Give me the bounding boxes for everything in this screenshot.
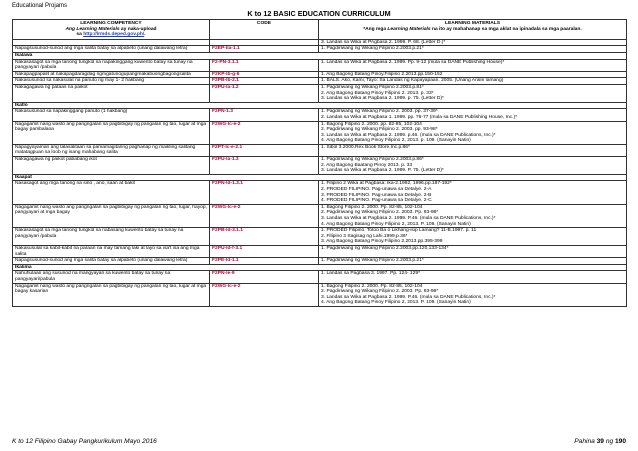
code-cell: F2PT-Ic-e-2.1: [210, 144, 319, 156]
material-item: 2. Filipino 3 Sagisag ng Lahi.1999.p.36*: [321, 233, 408, 239]
material-item: 2. Pagdiriwang ng Wikang Filipino 2. 2003. Pp. 93-98*: [321, 210, 439, 216]
section-label: Ikaapat: [13, 174, 627, 181]
material-item: 1. Landas sa Wika at Pagbasa 2. 1999. Pp. 9-12 (mula sa DANE Publishing House)*: [321, 59, 505, 65]
competency-cell: Nakasusunod sa nakasulat na panuto ng may 1- 2 hakbang: [13, 78, 210, 85]
materials-header-note: *Ang mga Learning Materials na ito ay mahahanap sa mga aklat na ipinadala sa mga paaralan.: [363, 26, 582, 32]
materials-cell: [319, 258, 627, 265]
code-cell: F2KP-Ib-g-6: [210, 71, 319, 78]
material-item: 3. Landas sa Wika at Pagbasa 2. 1999. p.46. (mula sa DANE Publications, Inc.)*: [321, 132, 496, 138]
lrmds-link[interactable]: http://lrmds.deped.gov.ph/: [83, 32, 145, 38]
competency-cell: Nakasusunod sa napakinggang panuto (1 hakbang): [13, 109, 210, 121]
section-row: [13, 174, 627, 181]
code-cell: F2EP-IIa-1.1: [210, 46, 319, 53]
material-item: 2. Pagdiriwang ng Wikang Filipino 2. 2003. pp. 93-98*: [321, 127, 438, 133]
materials-cell: [319, 157, 627, 175]
table-header-row: [13, 20, 627, 40]
code-cell: F2PB-Id-3.1.1: [210, 228, 319, 246]
footer-page-number: Pahina 39 ng 190: [574, 438, 626, 445]
table-row: [13, 46, 627, 53]
material-item: 3. Landas sa Wika at Pagbasa 2. 1999. p. 75. (Letter D)*: [321, 96, 444, 102]
competency-cell: Nagagamit nang wasto ang pangngalan sa pagbibigay ng pangalan ng tao, lugar, hayop, pangyayari at mga bagay: [13, 204, 210, 227]
table-row: [13, 258, 627, 265]
competency-cell: Nakasusulat sa kabit-kabit na paraan na may tamang laki at layo sa isa't isa ang mga salita: [13, 245, 210, 257]
table-row: [13, 59, 627, 71]
competency-cell: Napagsusunod-sunod ang mga salita batay sa alpabeto (unang dalawang letra): [13, 46, 210, 53]
materials-column-header: [319, 20, 627, 40]
materials-header-label: LEARNING MATERIALS: [444, 21, 501, 26]
table-row: [13, 109, 627, 121]
materials-cell: [319, 71, 627, 78]
material-item: 1. Pagdiriwang ng Wikang Filipino 2.2003.p.86*: [321, 157, 424, 163]
material-item: 1. BALS. Ako, Kami, Tayo: Sa Landas ng Kapayapaan. 2005. (Unang Aralin lamang): [321, 78, 504, 84]
materials-cell: [319, 144, 627, 156]
competency-cell: Nagagamit nang wasto ang pangngalan sa pagbibigay ng pangalan ng tao, lugar at mga bagay kasarian: [13, 283, 210, 306]
code-cell: F2PN-Id-1.3.1: [210, 181, 319, 204]
material-item: 2. Pagdiriwang ng Wikang Filipino 2. 2003. Pp. 93-98*: [321, 289, 439, 295]
competency-cell: Nakagagawa ng pataas na paikot: [13, 84, 210, 102]
section-label: Ikalawa: [13, 52, 627, 59]
material-item: 4. Ang Bagong Batang Pinoy Filipino 2, 2013. P. 109. (Sanayin Natin): [321, 221, 471, 227]
table-row: [13, 157, 627, 175]
materials-cell: [319, 245, 627, 257]
footer-document-title: K to 12 Filipino Gabay Pangkurikulum Mayo 2016: [12, 438, 157, 445]
materials-cell: [319, 39, 627, 46]
section-row: [13, 102, 627, 109]
competency-cell: Nakapagpapalit at nakapagdaragdag ngmgatunogupangmakabuongbagongsalita: [13, 71, 210, 78]
code-cell: F2PU-Ia-1.2: [210, 84, 319, 102]
materials-cell: [319, 121, 627, 144]
materials-cell: [319, 181, 627, 204]
competency-cell: Nagagamit nang wasto ang pangngalan sa pagbibigay ng pangalan ng tao, lugar at mga bagay pambalana: [13, 121, 210, 144]
table-row: [13, 84, 627, 102]
materials-cell: [319, 84, 627, 102]
curriculum-table: [12, 19, 627, 307]
competency-header-note: Ang Learning Materials ay naka-upload: [65, 26, 157, 32]
material-item: 1. Landas sa Pagbasa 3. 1997. Pp. 124- 129*: [321, 271, 420, 277]
material-item: 3. PRODED FILIPINO. Pag-unawa sa Detalye. 2-B: [321, 192, 432, 198]
competency-cell: Nahuhulaan ang susunod na mangyayari sa kuwento batay sa tunay na pangyayari/pabula: [13, 271, 210, 283]
material-item: 1. Bagong Filipino 2. 2000. pp. 82-85, 102-104: [321, 121, 422, 127]
material-item: 1. Pagdiriwang ng Wikang Filipino 2.2003.p.21*: [321, 258, 424, 264]
table-row: [13, 71, 627, 78]
section-label: Ikatlo: [13, 102, 627, 109]
material-item: 1. Ang Bagong Batang Pinoy.Filipino 2.2013.pp.150-152: [321, 71, 443, 77]
code-cell: F2-PN-3.1.1: [210, 59, 319, 71]
material-item: 1. Bagong Filipino 2. 2000. Pp. 82-85, 102-104: [321, 283, 423, 289]
table-row: [13, 283, 627, 306]
competency-column-header: [13, 20, 210, 40]
material-item: 1. Pagdiriwang ng Wikang Filipino 2.2003.p.21*: [321, 46, 424, 52]
code-cell: F2PU-Ia-1.3: [210, 157, 319, 175]
material-item: 4. Ang Bagong Batang Pinoy Filipino 2, 2013. p. 109. (Sanayin Natin): [321, 138, 471, 144]
code-cell: F2PN-Ie-9: [210, 271, 319, 283]
competency-header-label: LEARNING COMPETENCY: [80, 21, 142, 26]
material-item: 1. Bagong Filipino 2. 2000. Pp. 82-85, 102-104: [321, 204, 423, 210]
competency-cell: Nakasasagot sa mga tanong tungkol sa nabasang kuwento batay sa tunay na pangyayari /pabula: [13, 228, 210, 246]
material-item: 3. Landas sa Wika at Pagbasa 2. 1999. P.46. (mula sa DANE Publications, Inc.)*: [321, 216, 496, 221]
material-item: 4. Ang Bagong Batang Pinoy Filipino 2, 2013. P. 109. (Sanayin Natin): [321, 300, 471, 306]
material-item: 2. Ang Bagong Batang Pinoy Filipino 2. 2013. p. 33*: [321, 90, 434, 96]
organization-label: Educational Projams: [12, 3, 68, 9]
material-item: 3. Landas sa Wika at Pagbasa 2. 1999. P. 75. (Letter D)*: [321, 168, 444, 174]
table-row: [13, 204, 627, 227]
code-cell: F2WG-Ic-e-2: [210, 204, 319, 227]
materials-cell: [319, 46, 627, 53]
material-item: 1. PRODED Filipino. Totoo Ba o Likhang-isip Lamang? 11-B.1997. p. 11: [321, 228, 477, 234]
materials-cell: [319, 283, 627, 306]
table-body: [13, 39, 627, 306]
material-item: 1. Pagdiriwang ng Wikang Filipino 2. 2003. pp. 37-39*: [321, 109, 438, 115]
code-cell: [210, 39, 319, 46]
table-row: [13, 121, 627, 144]
materials-cell: [319, 228, 627, 246]
competency-cell: [13, 39, 210, 46]
table-row: [13, 144, 627, 156]
section-label: Ikalima: [13, 264, 627, 271]
materials-cell: [319, 271, 627, 283]
section-row: [13, 264, 627, 271]
code-cell: F2PB-Ib-2.1: [210, 78, 319, 85]
material-item: 1. Filipino 2 Wika at Pagbasa: Ika-2.1992, 1996.pp.187-192*: [321, 181, 452, 187]
material-item: 3. Landas sa Wika at Pagbasa 2. 1999. P.46. (mula sa DANE Publications, Inc.)*: [321, 294, 496, 300]
materials-cell: [319, 59, 627, 71]
material-item: 2. PRODED FILIPINO. Pag-unawa sa Detalye. 2-A: [321, 187, 432, 193]
code-cell: F2WG-Ic-e-2: [210, 121, 319, 144]
code-cell: F2PU-Id-f-3.1: [210, 245, 319, 257]
materials-cell: [319, 78, 627, 85]
competency-cell: Napagyayaman ang talasalitaan sa pamamagitanng paghanap ng maikling salitang matatagpuan sa loob ng isang mahabang salita: [13, 144, 210, 156]
table-row: [13, 228, 627, 246]
code-column-header: CODE: [210, 20, 319, 40]
table-row: [13, 181, 627, 204]
code-cell: F2PE-Id-1.1: [210, 258, 319, 265]
competency-cell: Nakasasagot sa mga tanong tungkol sa napakinggang kuwento batay sa tunay na pangyayari /pabula: [13, 59, 210, 71]
table-row: [13, 245, 627, 257]
competency-cell: Nasasagot ang mga tanong na sino , ano, saan at bakit: [13, 181, 210, 204]
competency-cell: Nakagagawa ng paikot pababang ikot: [13, 157, 210, 175]
material-item: 1. Pagdiriwang ng Wikang Filipino 2.2003.p.81*: [321, 84, 424, 90]
code-cell: F2WG-Ic-e-2: [210, 283, 319, 306]
code-cell: F2PN-1.3: [210, 109, 319, 121]
table-row: [13, 271, 627, 283]
competency-header-link-line: sa http://lrmds.deped.gov.ph/.: [76, 32, 146, 38]
materials-cell: [319, 109, 627, 121]
material-item: 2. Ang Bagong Baatang Pinoy 2013. p. 33: [321, 162, 413, 168]
materials-cell: [319, 204, 627, 227]
material-item: 1. Sibol 3.2000.Rex Book Store,Inc.p.86*: [321, 144, 410, 150]
material-item: 3. Ang Bagong Batang Pinoy.Filipino 2.2013.pp.395-399: [321, 239, 443, 245]
section-row: [13, 52, 627, 59]
competency-cell: Napagsusunod-sunod ang mga salita batay sa alpabeto (unang dalawang letra): [13, 258, 210, 265]
page-title: K to 12 BASIC EDUCATION CURRICULUM: [247, 9, 391, 18]
material-item: 3. Landas sa Wika at PAgbasa 2. 1999. P. 68. (Letter D.)*: [321, 39, 446, 45]
material-item: 2. Landas sa Wika at Pagbasa 1. 1999. pp. 76-77 (mula sa DANE Publishing House, Inc.)*: [321, 114, 518, 120]
material-item: 4. PRODED FILIPINO. Pag-unawa sa Detalye. 2-C: [321, 198, 432, 204]
table-row: [13, 39, 627, 46]
table-row: [13, 78, 627, 85]
material-item: 1. Pagdiriwang ng Wikang Filipino 2.2003.pp.120,133-134*: [321, 245, 449, 251]
